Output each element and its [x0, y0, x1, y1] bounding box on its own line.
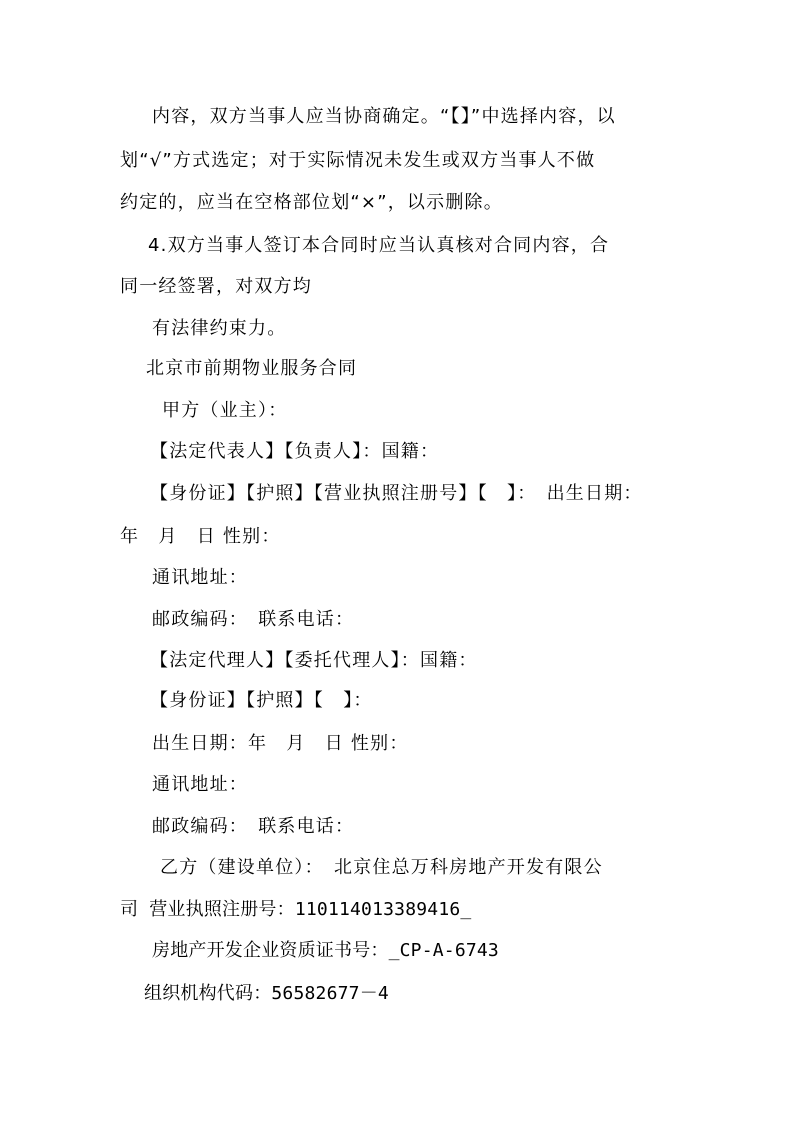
document-title: 北京市前期物业服务合同: [146, 358, 358, 379]
text-line: 邮政编码： 联系电话：: [152, 816, 355, 837]
text-line: 通讯地址：: [152, 567, 248, 588]
text-line: 乙方（建设单位）： 北京住总万科房地产开发有限公: [160, 857, 603, 878]
text-line: 内容，双方当事人应当协商确定。“【】”中选择内容，以: [152, 106, 616, 127]
text-line: 【身份证】【护照】【营业执照注册号】【 】： 出生日期：: [150, 483, 643, 504]
text-line: 甲方（业主）：: [162, 400, 288, 421]
text-line: 通讯地址：: [152, 774, 248, 795]
text-line: 4.双方当事人签订本合同时应当认真核对合同内容，合: [148, 235, 610, 256]
text-line: 房地产开发企业资质证书号：_CP-A-6743: [152, 940, 499, 961]
text-line: 有法律约束力。: [152, 318, 287, 339]
text-line: 邮政编码： 联系电话：: [152, 609, 355, 630]
text-line: 划“√”方式选定；对于实际情况未发生或双方当事人不做: [120, 150, 596, 171]
text-line: 司 营业执照注册号：110114013389416_: [120, 899, 472, 920]
text-line: 年 月 日 性别：: [120, 526, 281, 547]
text-line: 约定的，应当在空格部位划“×”，以示删除。: [120, 192, 503, 213]
text-line: 出生日期：年 月 日 性别：: [152, 733, 409, 754]
text-line: 【法定代理人】【委托代理人】：国籍：: [150, 650, 478, 671]
text-line: 同一经签署，对双方均: [120, 276, 312, 297]
text-line: 【法定代表人】【负责人】：国籍：: [150, 441, 440, 462]
text-line: 【身份证】【护照】【 】：: [150, 690, 373, 711]
text-line: 组织机构代码：56582677－4: [144, 983, 389, 1004]
